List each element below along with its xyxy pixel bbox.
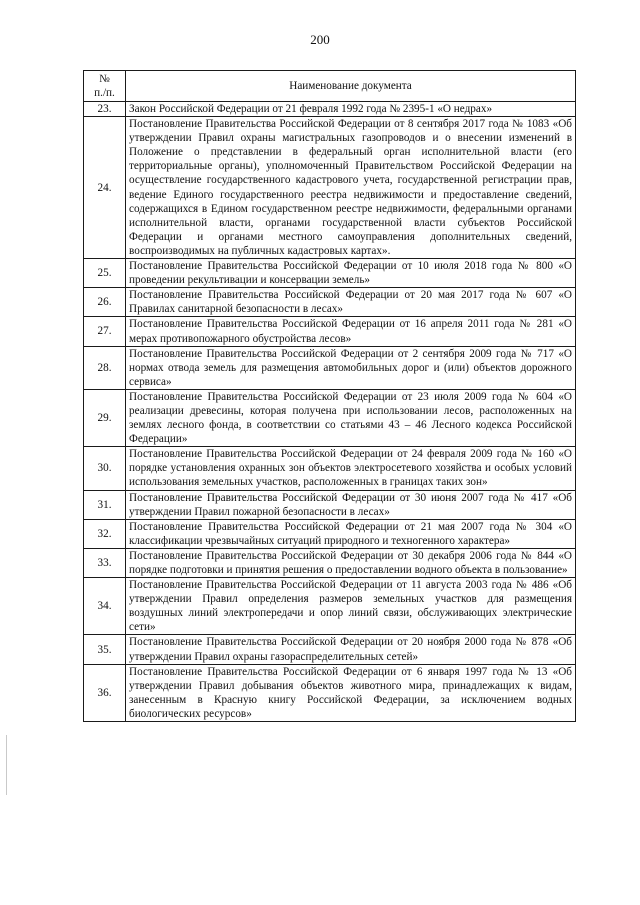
document-title: Постановление Правительства Российской Федерации от 8 сентября 2017 года № 1083 «Об утверждении Правил охраны магистральных газопроводов и о внесении изменений в Положение о представлении в федеральный орган исполнительной власти (его территориальные органы), уполномоченный Правительством Российской Федерации на осуществление государственного кадастрового учета, государственной регистрации прав, ведение Единого государственного реестра недвижимости и предоставление сведений, содержащихся в Едином государственном реестре недвижимости, федеральными органами исполнительной власти, органами государственной власти субъектов Российской Федерации и органами местного самоуправления дополнительных сведений, воспроизводимых на публичных кадастровых картах». bbox=[126, 117, 576, 259]
table-row bbox=[84, 389, 576, 446]
page-number: 200 bbox=[310, 32, 330, 47]
document-title: Постановление Правительства Российской Федерации от 2 сентября 2009 года № 717 «О нормах отвода земель для размещения автомобильных дорог и (или) объектов дорожного сервиса» bbox=[126, 346, 576, 389]
row-number: 28. bbox=[84, 346, 126, 389]
row-number: 36. bbox=[84, 664, 126, 721]
document-title: Постановление Правительства Российской Федерации от 20 мая 2017 года № 607 «О Правилах санитарной безопасности в лесах» bbox=[126, 288, 576, 317]
row-number: 23. bbox=[84, 102, 126, 117]
documents-table bbox=[83, 70, 576, 722]
document-title: Постановление Правительства Российской Федерации от 24 февраля 2009 года № 160 «О порядке установления охранных зон объектов электросетевого хозяйства и особых условий использования земельных участков, расположенных в границах таких зон» bbox=[126, 447, 576, 490]
document-title: Закон Российской Федерации от 21 февраля 1992 года № 2395-1 «О недрах» bbox=[126, 102, 576, 117]
table-row bbox=[84, 635, 576, 664]
document-title: Постановление Правительства Российской Федерации от 16 апреля 2011 года № 281 «О мерах противопожарного обустройства лесов» bbox=[126, 317, 576, 346]
margin-scan-mark bbox=[6, 735, 7, 795]
row-number: 32. bbox=[84, 519, 126, 548]
column-header-name: Наименование документа bbox=[126, 71, 576, 102]
table-row bbox=[84, 259, 576, 288]
column-header-number: № п./п. bbox=[84, 71, 126, 102]
row-number: 25. bbox=[84, 259, 126, 288]
table-row bbox=[84, 447, 576, 490]
row-number: 24. bbox=[84, 117, 126, 259]
row-number: 34. bbox=[84, 578, 126, 635]
document-title: Постановление Правительства Российской Федерации от 6 января 1997 года № 13 «Об утверждении Правил добывания объектов животного мира, принадлежащих к видам, занесенным в Красную книгу Российской Федерации, за исключением водных биологических ресурсов» bbox=[126, 664, 576, 721]
document-title: Постановление Правительства Российской Федерации от 20 ноября 2000 года № 878 «Об утверждении Правил охраны газораспределительных сетей» bbox=[126, 635, 576, 664]
document-title: Постановление Правительства Российской Федерации от 23 июля 2009 года № 604 «О реализации древесины, которая получена при использовании лесов, расположенных на землях лесного фонда, в соответствии со статьями 43 – 46 Лесного кодекса Российской Федерации» bbox=[126, 389, 576, 446]
document-title: Постановление Правительства Российской Федерации от 11 августа 2003 года № 486 «Об утверждении Правил определения размеров земельных участков для размещения воздушных линий электропередачи и опор линий связи, обслуживающих электрические сети» bbox=[126, 578, 576, 635]
table-body bbox=[84, 102, 576, 722]
table-header-row bbox=[84, 71, 576, 102]
table-row bbox=[84, 578, 576, 635]
row-number: 33. bbox=[84, 548, 126, 577]
table-row bbox=[84, 102, 576, 117]
document-title: Постановление Правительства Российской Федерации от 30 июня 2007 года № 417 «Об утверждении Правил пожарной безопасности в лесах» bbox=[126, 490, 576, 519]
row-number: 26. bbox=[84, 288, 126, 317]
document-title: Постановление Правительства Российской Федерации от 10 июля 2018 года № 800 «О проведении рекультивации и консервации земель» bbox=[126, 259, 576, 288]
row-number: 30. bbox=[84, 447, 126, 490]
document-title: Постановление Правительства Российской Федерации от 30 декабря 2006 года № 844 «О порядке подготовки и принятия решения о предоставлении водного объекта в пользование» bbox=[126, 548, 576, 577]
table-row bbox=[84, 664, 576, 721]
table-row bbox=[84, 346, 576, 389]
table-row bbox=[84, 288, 576, 317]
row-number: 31. bbox=[84, 490, 126, 519]
table-row bbox=[84, 548, 576, 577]
table-row bbox=[84, 117, 576, 259]
table-row bbox=[84, 519, 576, 548]
row-number: 35. bbox=[84, 635, 126, 664]
document-title: Постановление Правительства Российской Федерации от 21 мая 2007 года № 304 «О классификации чрезвычайных ситуаций природного и техногенного характера» bbox=[126, 519, 576, 548]
row-number: 27. bbox=[84, 317, 126, 346]
table-row bbox=[84, 317, 576, 346]
table-row bbox=[84, 490, 576, 519]
row-number: 29. bbox=[84, 389, 126, 446]
